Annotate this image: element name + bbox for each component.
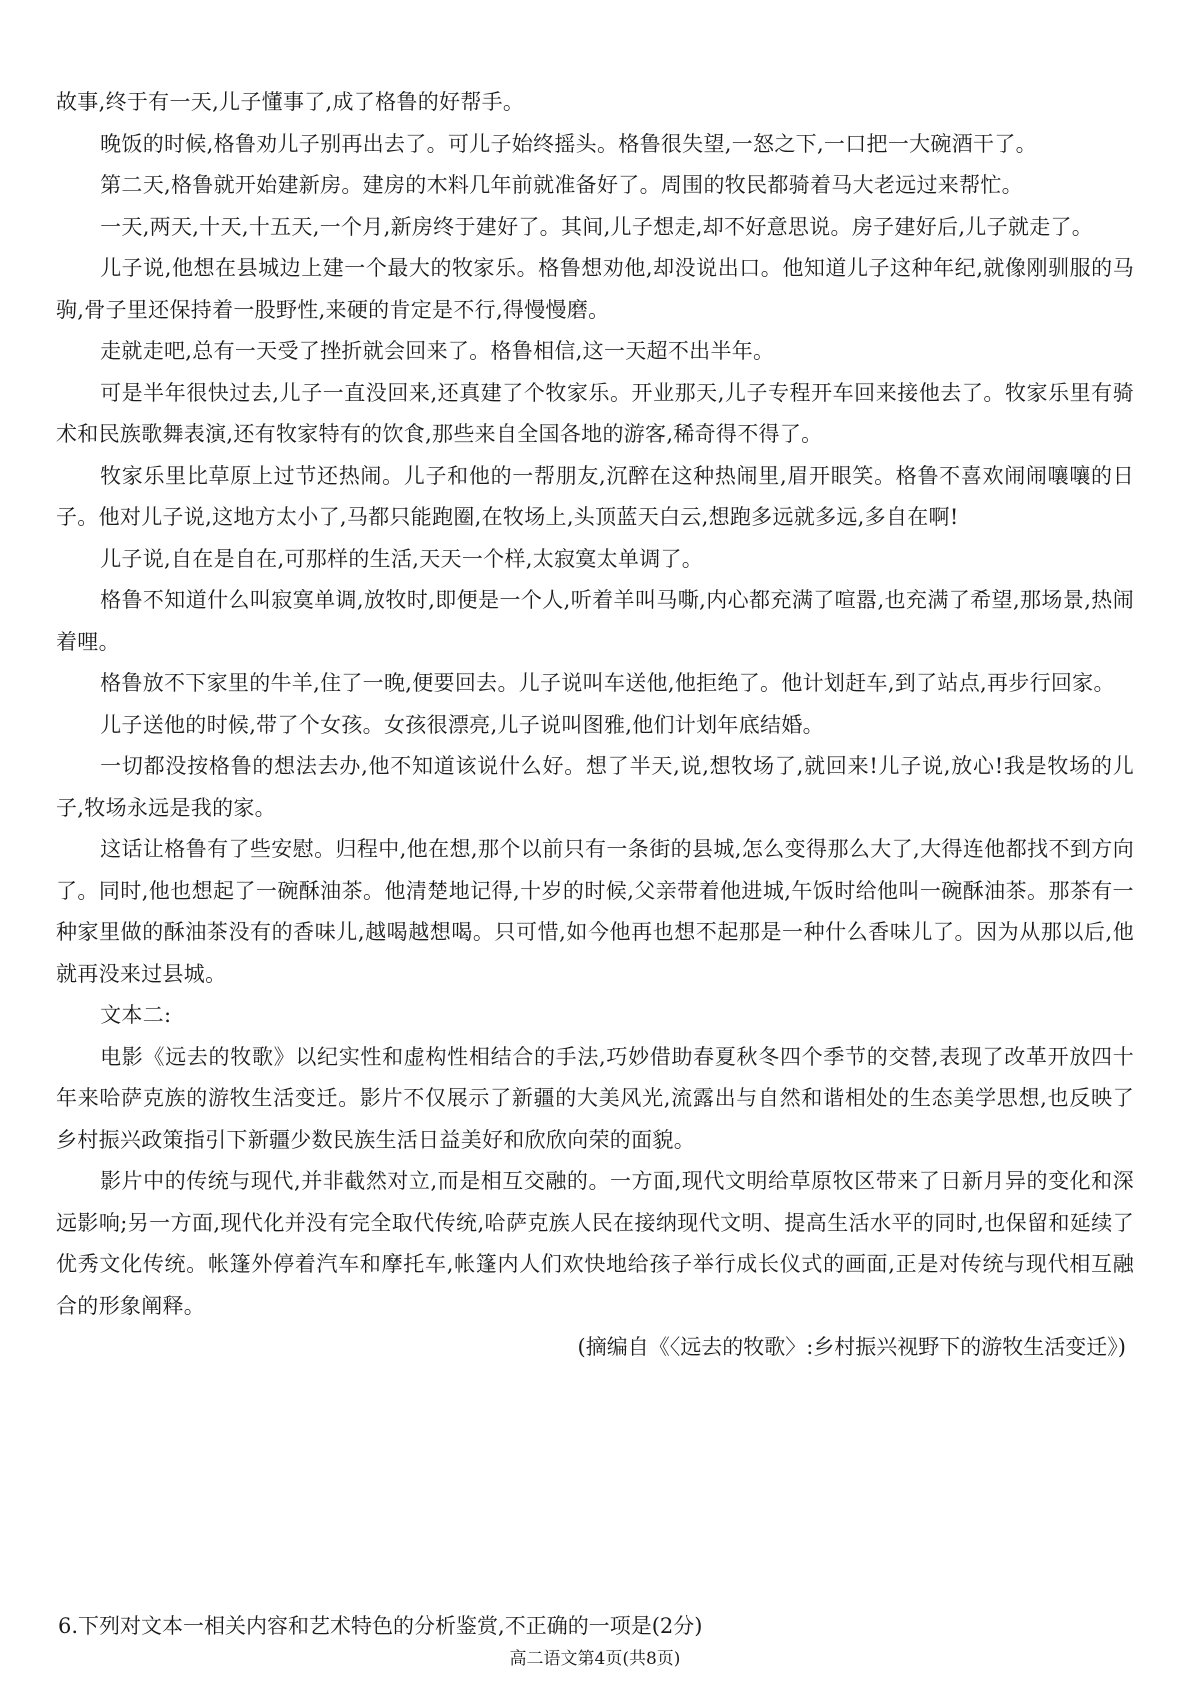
text-one-paragraph-1: 故事,终于有一天,儿子懂事了,成了格鲁的好帮手。	[56, 90, 525, 114]
text-one-paragraph-6: 走就走吧,总有一天受了挫折就会回来了。格鲁相信,这一天超不出半年。	[100, 339, 775, 363]
text-one-paragraph-2: 晚饭的时候,格鲁劝儿子别再出去了。可儿子始终摇头。格鲁很失望,一怒之下,一口把一大碗酒干了。	[100, 131, 1037, 156]
text-two-paragraph-2: 影片中的传统与现代,并非截然对立,而是相互交融的。一方面,现代文明给草原牧区带来了日新月异的变化和深远影响;另一方面,现代化并没有完全取代传统,哈萨克族人民在接纳现代文明、提高生活水平的同时,也保留和延续了优秀文化传统。帐篷外停着汽车和摩托车,帐篷内人们欢快地给孩子举行成长仪式的画面,正是对传统与现代相互融合的形象阐释。	[56, 1169, 1134, 1318]
text-one-paragraph-13: 一切都没按格鲁的想法去办,他不知道该说什么好。想了半天,说,想牧场了,就回来!儿子说,放心!我是牧场的儿子,牧场永远是我的家。	[56, 754, 1134, 820]
text-one-paragraph-5: 儿子说,他想在县城边上建一个最大的牧家乐。格鲁想劝他,却没说出口。他知道儿子这种年纪,就像刚驯服的马驹,骨子里还保持着一股野性,来硬的肯定是不行,得慢慢磨。	[56, 256, 1134, 322]
text-one-paragraph-8: 牧家乐里比草原上过节还热闹。儿子和他的一帮朋友,沉醉在这种热闹里,眉开眼笑。格鲁不喜欢闹闹嚷嚷的日子。他对儿子说,这地方太小了,马都只能跑圈,在牧场上,头顶蓝天白云,想跑多远就多远,多自在啊!	[56, 463, 1134, 529]
text-one-paragraph-9: 儿子说,自在是自在,可那样的生活,天天一个样,太寂寞太单调了。	[100, 546, 704, 571]
text-one-paragraph-7: 可是半年很快过去,儿子一直没回来,还真建了个牧家乐。开业那天,儿子专程开车回来接他去了。牧家乐里有骑术和民族歌舞表演,还有牧家特有的饮食,那些来自全国各地的游客,稀奇得不得了。	[56, 380, 1134, 446]
reading-text	[56, 82, 1134, 1369]
text-one-paragraph-3: 第二天,格鲁就开始建新房。建房的木料几年前就准备好了。周围的牧民都骑着马大老远过来帮忙。	[100, 173, 1023, 197]
text-one-paragraph-10: 格鲁不知道什么叫寂寞单调,放牧时,即便是一个人,听着羊叫马嘶,内心都充满了喧嚣,也充满了希望,那场景,热闹着哩。	[56, 588, 1134, 654]
text-one-paragraph-11: 格鲁放不下家里的牛羊,住了一晚,便要回去。儿子说叫车送他,他拒绝了。他计划赶车,到了站点,再步行回家。	[100, 671, 1115, 695]
text-two-paragraph-1: 电影《远去的牧歌》以纪实性和虚构性相结合的手法,巧妙借助春夏秋冬四个季节的交替,表现了改革开放四十年来哈萨克族的游牧生活变迁。影片不仅展示了新疆的大美风光,流露出与自然和谐相处的生态美学思想,也反映了乡村振兴政策指引下新疆少数民族生活日益美好和欣欣向荣的面貌。	[56, 1044, 1134, 1152]
question-6: 6.下列对文本一相关内容和艺术特色的分析鉴赏,不正确的一项是(2分)	[58, 1614, 703, 1638]
text-one-paragraph-4: 一天,两天,十天,十五天,一个月,新房终于建好了。其间,儿子想走,却不好意思说。房子建好后,儿子就走了。	[100, 214, 1094, 239]
page-footer: 高二语文第4页(共8页)	[509, 1649, 681, 1669]
text-one-paragraph-14: 这话让格鲁有了些安慰。归程中,他在想,那个以前只有一条街的县城,怎么变得那么大了,大得连他都找不到方向了。同时,他也想起了一碗酥油茶。他清楚地记得,十岁的时候,父亲带着他进城,午饭时给他叫一碗酥油茶。那茶有一种家里做的酥油茶没有的香味儿,越喝越想喝。只可惜,如今他再也想不起那是一种什么香味儿了。因为从那以后,他就再没来过县城。	[56, 837, 1134, 986]
text-two-heading: 文本二:	[100, 1003, 172, 1027]
text-two-citation: (摘编自《〈远去的牧歌〉:乡村振兴视野下的游牧生活变迁》)	[577, 1335, 1126, 1359]
text-one-paragraph-12: 儿子送他的时候,带了个女孩。女孩很漂亮,儿子说叫图雅,他们计划年底结婚。	[100, 712, 824, 737]
